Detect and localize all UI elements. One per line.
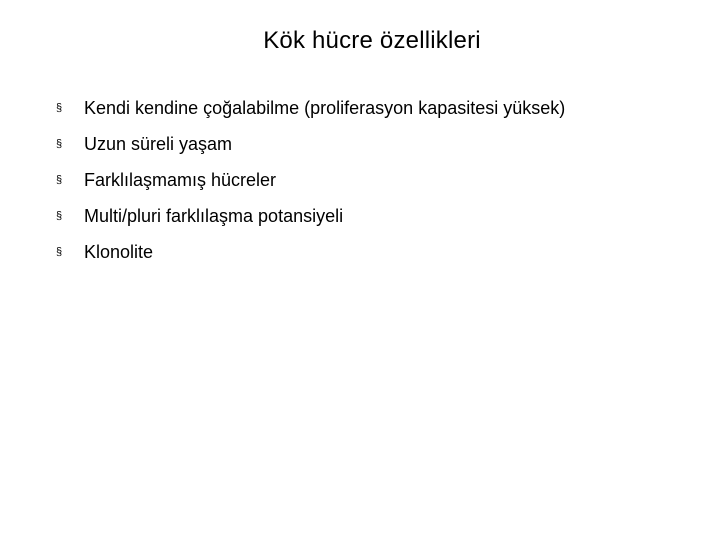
slide-title: Kök hücre özellikleri bbox=[263, 27, 481, 54]
bullet-marker-icon: § bbox=[56, 138, 63, 150]
bullet-item bbox=[56, 198, 696, 234]
bullet-item bbox=[56, 162, 696, 198]
bullet-marker-icon: § bbox=[56, 102, 63, 114]
bullet-marker-icon: § bbox=[56, 246, 63, 258]
bullet-text: Klonolite bbox=[84, 242, 154, 262]
bullet-text: Multi/pluri farklılaşma potansiyeli bbox=[84, 206, 344, 226]
bullet-item bbox=[56, 234, 696, 270]
bullet-item bbox=[56, 90, 696, 126]
bullet-item bbox=[56, 126, 696, 162]
bullet-text: Farklılaşmamış hücreler bbox=[84, 170, 277, 190]
bullet-marker-icon: § bbox=[56, 174, 63, 186]
bullet-text: Kendi kendine çoğalabilme (proliferasyon kapasitesi yüksek) bbox=[84, 98, 566, 118]
bullet-text: Uzun süreli yaşam bbox=[84, 134, 233, 154]
bullet-list bbox=[56, 90, 696, 270]
bullet-marker-icon: § bbox=[56, 210, 63, 222]
